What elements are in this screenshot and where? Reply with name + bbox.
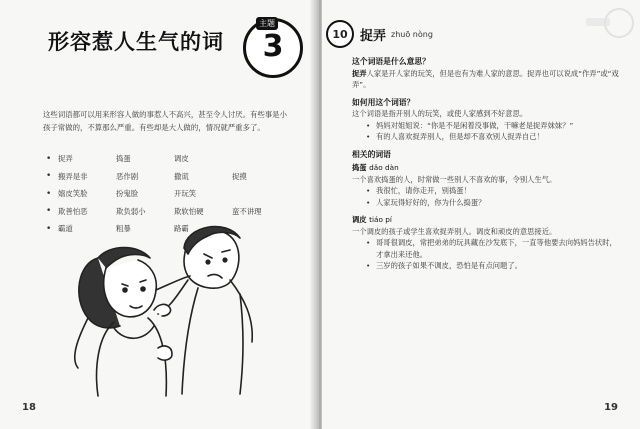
- bullet-icon: •: [366, 261, 371, 270]
- intro-paragraph: 这些词语都可以用来形容人做的事惹人不高兴，甚至令人讨厌。有些事是小孩子常做的，不算那么严重。有些却是大人做的，情况就严重多了。: [43, 110, 287, 132]
- word: 撒谎: [174, 171, 189, 181]
- right-page: [322, 0, 640, 429]
- example-item: [366, 120, 620, 132]
- bullet-icon: •: [366, 197, 371, 207]
- children-illustration: [58, 218, 278, 398]
- word: 霸道: [58, 224, 73, 234]
- bullet-icon: •: [46, 206, 52, 217]
- bullet-icon: •: [46, 223, 52, 234]
- faint-background-text: [60, 54, 250, 84]
- example-text: 有的人喜欢捉弄别人，但是却不喜欢别人捉弄自己！: [376, 132, 544, 141]
- entry-pinyin: zhuō nòng: [391, 29, 433, 39]
- word: 恶作剧: [116, 171, 139, 181]
- answer-text: 人家是开人家的玩笑，但是也有为难人家的意思。捉弄也可以说成“作弄”或“戏弄”。: [352, 68, 619, 89]
- related-word: [352, 162, 620, 174]
- page-number: 19: [604, 402, 618, 413]
- related-word-text: 捣蛋: [352, 163, 367, 172]
- question-usage: 如何用这个词语？: [352, 97, 415, 107]
- related-word-pinyin: tiáo pí: [369, 215, 392, 224]
- example-text: 人家玩得好好的，你为什么捣蛋？: [376, 197, 486, 207]
- word-row: [46, 150, 296, 168]
- entry-header: [326, 20, 433, 48]
- entry-number: 10: [326, 20, 354, 48]
- word: 欺软怕硬: [174, 206, 204, 216]
- example-item: [366, 197, 620, 209]
- word: 调皮: [174, 154, 189, 164]
- related-definition: 一个调皮的孩子或学生喜欢捉弄别人。调皮和顽皮的意思接近。: [352, 226, 557, 236]
- bullet-icon: •: [366, 132, 371, 141]
- page-number: 18: [22, 402, 36, 413]
- bullet-icon: •: [46, 153, 52, 164]
- series-logo-icon: [604, 8, 634, 38]
- bullet-icon: •: [366, 120, 371, 130]
- word: 嬉皮笑脸: [58, 189, 88, 199]
- example-text: 我很忙，请你走开，别捣蛋！: [376, 186, 471, 195]
- bullet-icon: •: [46, 188, 52, 199]
- example-item: [366, 260, 620, 272]
- example-item: [366, 185, 620, 197]
- example-text: 妈妈对姐姐说：“你是不是闲着没事做，干嘛老是捉弄妹妹？”: [376, 120, 574, 130]
- page-title: 形容惹人生气的词: [48, 30, 224, 54]
- word: 搬弄是非: [58, 171, 88, 181]
- theme-label: 主题: [256, 17, 278, 30]
- answer-usage: 这个词语是指开别人的玩笑，或使人家感到不好意思。: [352, 109, 528, 118]
- example-item: [366, 131, 620, 143]
- word: 开玩笑: [174, 189, 197, 199]
- example-text: 三岁的孩子如果不调皮，恐怕是有点问题了。: [376, 261, 522, 270]
- word: 路霸: [174, 224, 189, 234]
- word: 捣蛋: [116, 154, 131, 164]
- word: 捉弄: [58, 154, 73, 164]
- theme-badge: [243, 18, 303, 78]
- word: 粗暴: [116, 224, 131, 234]
- bold-term: 捉弄: [352, 68, 367, 78]
- related-definition: 一个喜欢捣蛋的人，时常做一些别人不喜欢的事，令别人生气。: [352, 174, 557, 184]
- word-row: [46, 168, 296, 186]
- answer-meaning: [352, 68, 620, 91]
- theme-number: 3: [262, 29, 284, 64]
- related-word: [352, 214, 620, 226]
- word: 蛮不讲理: [232, 206, 262, 216]
- left-page: [0, 0, 318, 429]
- word: 欺负弱小: [116, 206, 146, 216]
- entry-word: 捉弄: [360, 28, 387, 44]
- related-word-pinyin: dǎo dàn: [369, 163, 399, 172]
- entry-body: [352, 56, 620, 272]
- bullet-icon: •: [46, 171, 52, 182]
- related-heading: 相关的词语: [352, 149, 391, 159]
- example-item: [366, 237, 620, 260]
- word: 欺善怕恶: [58, 206, 88, 216]
- example-text: 哥哥很调皮，常把弟弟的玩具藏在沙发底下，一直等他要去向妈妈告状时，才拿出来还他。: [376, 238, 617, 259]
- question-meaning: 这个词语是什么意思？: [352, 57, 430, 66]
- word-row: [46, 185, 296, 203]
- word: 扮鬼脸: [116, 189, 139, 199]
- word: 捉摸: [232, 171, 247, 181]
- bullet-icon: •: [366, 186, 371, 195]
- related-word-text: 调皮: [352, 215, 367, 224]
- bullet-icon: •: [366, 238, 371, 247]
